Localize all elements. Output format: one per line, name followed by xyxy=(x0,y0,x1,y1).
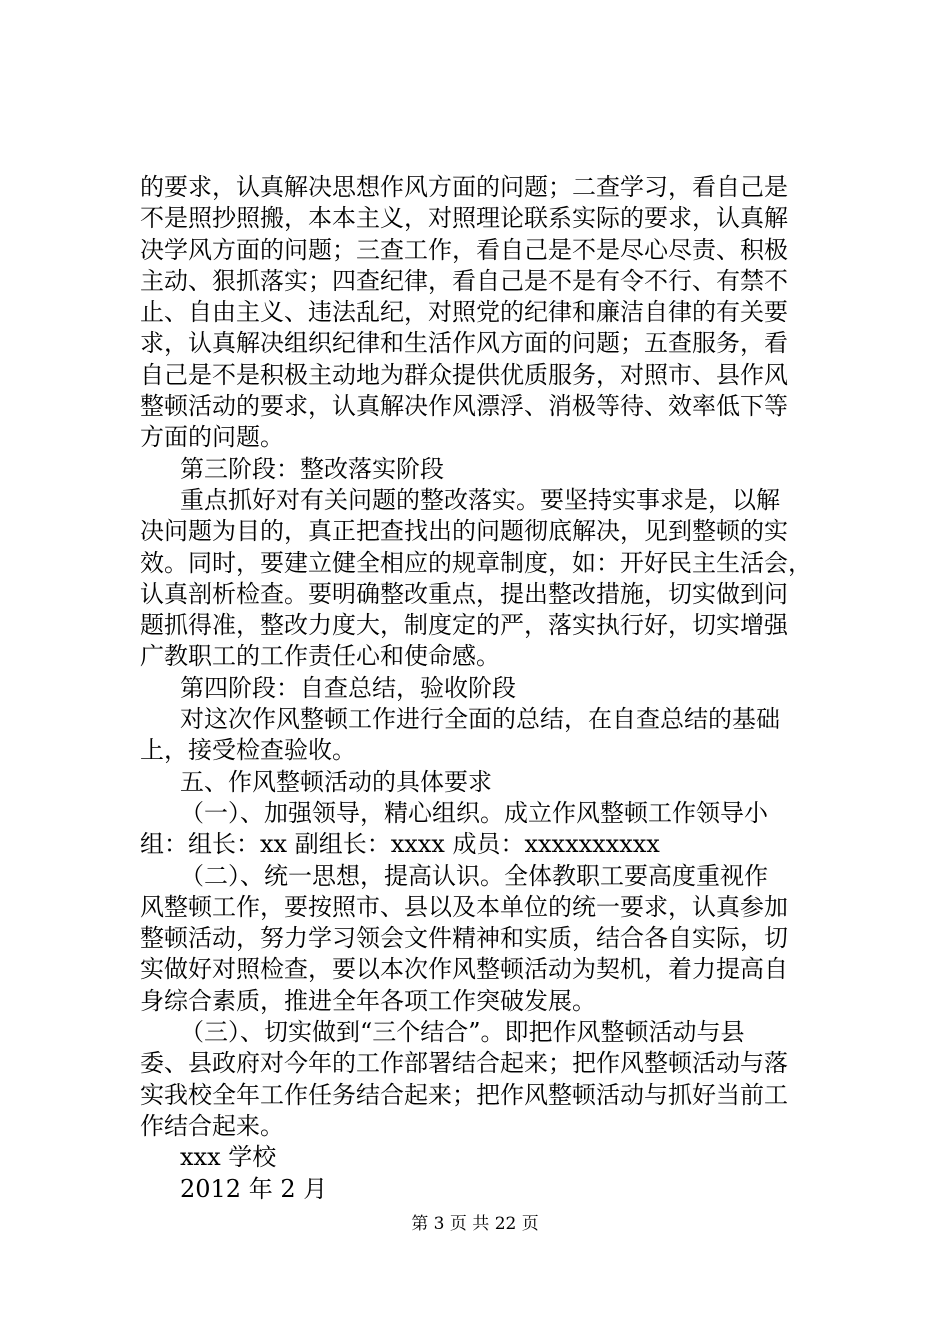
text-line: 第四阶段：自查总结，验收阶段 xyxy=(180,673,516,702)
page-footer: 第 3 页 共 22 页 xyxy=(411,1214,539,1234)
text-line: 止、自由主义、违法乱纪，对照党的纪律和廉洁自律的有关要 xyxy=(140,298,788,327)
text-line: xxx 学校 xyxy=(180,1143,277,1172)
text-line: 方面的问题。 xyxy=(140,423,284,452)
text-line: 组：组长：xx 副组长：xxxx 成员：xxxxxxxxxx xyxy=(140,830,660,859)
text-line: 自己是不是积极主动地为群众提供优质服务，对照市、县作风 xyxy=(140,360,788,389)
text-line: 整顿活动的要求，认真解决作风漂浮、消极等待、效率低下等 xyxy=(140,392,788,421)
text-line: 第三阶段：整改落实阶段 xyxy=(180,454,444,483)
text-line: 决学风方面的问题；三查工作，看自己是不是尽心尽责、积极 xyxy=(140,235,788,264)
text-line: 不是照抄照搬，本本主义，对照理论联系实际的要求，认真解 xyxy=(140,204,788,233)
text-line: 主动、狠抓落实；四查纪律，看自己是不是有令不行、有禁不 xyxy=(140,266,788,295)
text-line: 整顿活动，努力学习领会文件精神和实质，结合各自实际，切 xyxy=(140,924,788,953)
text-line: （二）、统一思想，提高认识。全体教职工要高度重视作 xyxy=(180,861,768,890)
text-line: 决问题为目的，真正把查找出的问题彻底解决，见到整顿的实 xyxy=(140,517,788,546)
document-body xyxy=(140,172,840,1205)
text-line: （一）、加强领导，精心组织。成立作风整顿工作领导小 xyxy=(180,798,768,827)
text-line: 认真剖析检查。要明确整改重点，提出整改措施，切实做到问 xyxy=(140,579,788,608)
text-line: 作结合起来。 xyxy=(140,1111,284,1140)
text-line: 对这次作风整顿工作进行全面的总结，在自查总结的基础 xyxy=(180,705,780,734)
text-line: 重点抓好对有关问题的整改落实。要坚持实事求是，以解 xyxy=(180,485,780,514)
text-line: 委、县政府对今年的工作部署结合起来；把作风整顿活动与落 xyxy=(140,1049,788,1078)
text-line: 五、作风整顿活动的具体要求 xyxy=(180,767,492,796)
text-line: 的要求，认真解决思想作风方面的问题；二查学习，看自己是 xyxy=(140,173,788,201)
text-line: 2012 年 2 月 xyxy=(180,1174,328,1203)
text-line: 实我校全年工作任务结合起来；把作风整顿活动与抓好当前工 xyxy=(140,1080,788,1109)
text-line: 上，接受检查验收。 xyxy=(140,736,356,765)
text-line: 题抓得准，整改力度大，制度定的严，落实执行好，切实增强 xyxy=(140,611,788,640)
text-line: 广教职工的工作责任心和使命感。 xyxy=(140,642,500,671)
text-line: 效。同时，要建立健全相应的规章制度，如：开好民主生活会， xyxy=(140,548,812,577)
text-line: 风整顿工作，要按照市、县以及本单位的统一要求，认真参加 xyxy=(140,892,788,921)
text-line: 身综合素质，推进全年各项工作突破发展。 xyxy=(140,986,596,1015)
text-line: （三）、切实做到“三个结合”。即把作风整顿活动与县 xyxy=(180,1018,745,1047)
text-line: 实做好对照检查，要以本次作风整顿活动为契机，着力提高自 xyxy=(140,955,788,984)
text-line: 求，认真解决组织纪律和生活作风方面的问题；五查服务，看 xyxy=(140,329,788,358)
